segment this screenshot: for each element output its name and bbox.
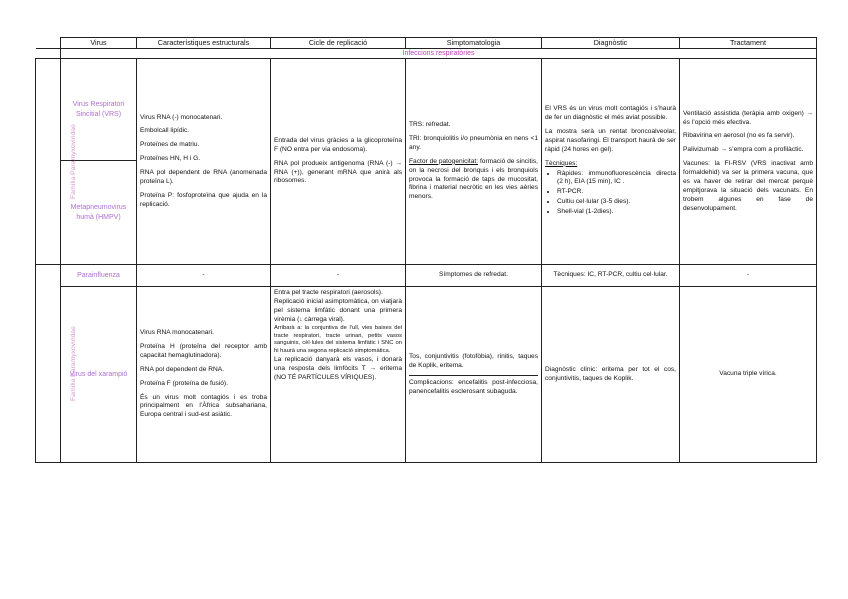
structure-cell: Virus RNA (-) monocatenari. Embolcall lipídic. Proteïnes de matriu. Proteïnes HN, H i G. RNA pol dependent de RNA (anomenada proteïna L). Proteïna P: fosfoproteïna que ajuda en la replicació. — [137, 59, 271, 265]
header-empty — [36, 38, 61, 49]
virus-table — [35, 37, 817, 463]
cycle-cell: - — [271, 265, 406, 287]
symptoms-cell: TRS: refredat. TRI: bronquiolitis i/o pneumònia en nens <1 any. Factor de patogenicitat: formació de sincitis, on la necrosi del bronquis i els bronquiols provoca la formació de taps de mucositat, fibrina i material necròtic en les vies aèries menors. — [406, 59, 542, 265]
virus-name-measles: Virus del xarampió — [61, 287, 137, 463]
structure-cell: Virus RNA monocatenari. Proteïna H (proteïna del receptor amb capacitat hemaglutinadora). RNA pol dependent de RNA. Proteïna F (proteïna de fusió). És un virus molt contagiós i es troba principalment en l’Àfrica subsahariana, Europa central i sud-est asiàtic. — [137, 287, 271, 463]
structure-cell: - — [137, 265, 271, 287]
header-structure: Característiques estructurals — [137, 38, 271, 49]
treatment-cell: Ventilació assistida (teràpia amb oxigen) → és l’opció més efectiva. Ribavirina en aerosol (no es fa servir). Palivizumab → s’empra com a profilàctic. Vacunes: la FI-RSV (VRS inactivat amb formaldehid) va ser la primera vacuna, que es va haver de retirar del mercat perquè empitjorava la situació dels vacunats. En trobem algunes en fase de desenvolupament. — [680, 59, 817, 265]
header-row — [36, 38, 817, 49]
list-item: • RT-PCR. — [557, 188, 676, 197]
tech-label: Tècniques: — [545, 159, 578, 167]
treatment-cell: Vacuna triple vírica. — [680, 287, 817, 463]
virus-name-parainfluenza: Parainfluenza — [61, 265, 137, 287]
virus-name-hmpv: Metapneumovirus humà (HMPV) — [61, 161, 137, 265]
list-item: • Shell-vial (1-2dies). — [557, 208, 676, 217]
header-cycle: Cicle de replicació — [271, 38, 406, 49]
table-row — [36, 59, 817, 161]
list-item: • Ràpides: immunofluorescència directa (2 h), EIA (15 min), IC . — [557, 170, 676, 188]
treatment-cell: - — [680, 265, 817, 287]
factor-label: Factor de patogenicitat: — [409, 157, 479, 165]
virus-name-vrs: Virus Respiratori Sincitial (VRS) — [61, 59, 137, 161]
section-banner: Infeccions respiratòries — [61, 48, 817, 58]
family-label: Família Paramyxoviridae — [36, 59, 61, 265]
diagnosis-cell: Tècniques: IC, RT-PCR, cultiu cel·lular. — [542, 265, 680, 287]
cycle-cell: Entra pel tracte respiratori (aerosols). Replicació inicial asimptomàtica, on viatjarà pel sistema limfàtic donant una primera virèmia (↓ càrrega viral). Arribarà a: la conjuntiva de l’ull, vies baixes del tracte respiratori, tracte urinari, petits vasos sanguinis, cèl·lules del sistema limfàtic i SNC on hi haurà una segona replicació simptomàtica. La replicació danyarà els vasos, i donarà una resposta dels limfòcits T → eritema (NO TÉ PARTÍCULES VÍRIQUES). — [271, 287, 406, 463]
family-label: Família Paramyxoviridae — [36, 265, 61, 463]
list-item: • Cultiu cel·lular (3-5 dies). — [557, 198, 676, 207]
symptoms-cell: Símptomes de refredat. — [406, 265, 542, 287]
header-diagnosis: Diagnòstic — [542, 38, 680, 49]
diagnosis-cell: El VRS és un virus molt contagiós i s’haurà de fer un diagnòstic el més aviat possible. La mostra serà un rentat broncoalveolar, aspirat nasofaringi. El transport haurà de ser ràpid (24 hores en gel). Tècniques: • Ràpides: immunofluorescència directa (2 h), EIA (15 min), IC . • RT-PCR. • Cultiu cel·lular (3-5 dies). • Shell-vial (1-2dies). — [542, 59, 680, 265]
table-row — [36, 265, 817, 287]
header-symptoms: Simptomatologia — [406, 38, 542, 49]
technique-list — [545, 170, 676, 217]
divider — [409, 375, 538, 376]
header-treatment: Tractament — [680, 38, 817, 49]
diagnosis-cell: Diagnòstic clínic: eritema per tot el cos, conjuntivitis, taques de Koplik. — [542, 287, 680, 463]
table-row — [36, 287, 817, 463]
banner-empty — [36, 48, 61, 58]
banner-row — [36, 48, 817, 58]
symptoms-cell: Tos, conjuntivitis (fotofòbia), rinitis, taques de Koplik, eritema. Complicacions: encefalitis post-infecciosa, panencefalitis esclerosant subaguda. — [406, 287, 542, 463]
header-virus: Virus — [61, 38, 137, 49]
cycle-cell: Entrada del virus gràcies a la glicoproteïna F (NO entra per via endosoma). RNA pol produeix antigenoma (RNA (-) → RNA (+)), generant mRNA que anirà als ribosomes. — [271, 59, 406, 265]
